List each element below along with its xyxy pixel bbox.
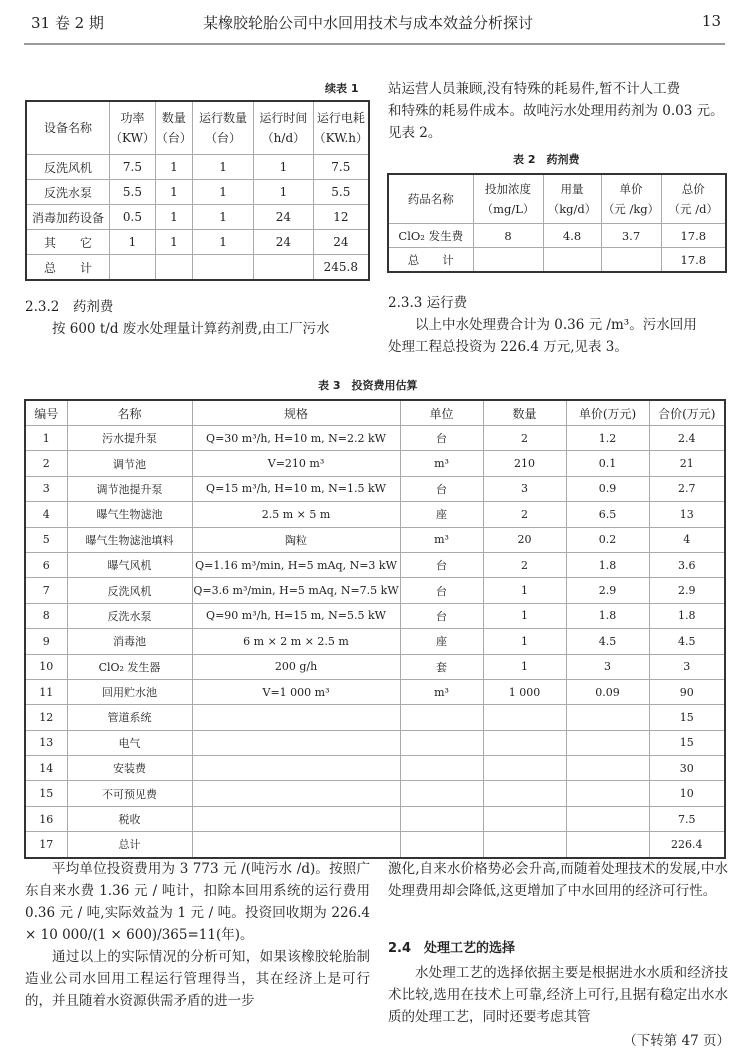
table3-cell: 15 xyxy=(25,781,67,806)
table3-cell: 210 xyxy=(483,451,566,476)
table3-cell: 13 xyxy=(25,730,67,755)
table1-cell: 7.5 xyxy=(313,155,369,180)
right-top-paragraph xyxy=(388,78,728,144)
table3-cell: 1.8 xyxy=(649,603,725,628)
table3-cell: 电气 xyxy=(67,730,192,755)
table3-cell: 4 xyxy=(649,527,725,552)
table1-cell: 反洗水泵 xyxy=(26,180,110,205)
header-line: （台） xyxy=(155,131,192,145)
table3-cell xyxy=(483,756,566,781)
table3-cell: 2.7 xyxy=(649,476,725,501)
journal-volume: 31 卷 2 期 xyxy=(31,14,104,32)
table2-header-cell xyxy=(473,174,543,224)
table2 xyxy=(387,173,727,273)
table3-cell: 3 xyxy=(566,654,649,679)
table-row xyxy=(388,224,726,248)
table2-header-cell xyxy=(388,174,473,224)
table3-cell: 台 xyxy=(400,426,483,451)
table3-cell: 回用贮水池 xyxy=(67,679,192,704)
table3-cell: 曝气风机 xyxy=(67,552,192,577)
table3-cell xyxy=(483,705,566,730)
table1-cell: 1 xyxy=(110,230,156,255)
header-line: （mg/L） xyxy=(481,202,535,216)
table1-cell: 1 xyxy=(254,155,314,180)
table1-cell: 24 xyxy=(254,230,314,255)
table3-cell: Q=3.6 m³/min, H=5 mAq, N=7.5 kW xyxy=(192,578,400,603)
table3-cell: 台 xyxy=(400,476,483,501)
table3-cell: Q=90 m³/h, H=15 m, N=5.5 kW xyxy=(192,603,400,628)
table3-cell: 2 xyxy=(483,552,566,577)
table3-header-cell: 单价(万元) xyxy=(566,400,649,426)
table3-cell: 0.2 xyxy=(566,527,649,552)
table2-cell: ClO₂ 发生费 xyxy=(388,224,473,248)
table-row xyxy=(26,230,369,255)
table3-cell xyxy=(566,756,649,781)
table3-cell: 90 xyxy=(649,679,725,704)
header-line: 运行电耗 xyxy=(316,111,365,125)
table3-header-cell: 单位 xyxy=(400,400,483,426)
table2-cell: 4.8 xyxy=(543,224,601,248)
table3-cell: 13 xyxy=(649,502,725,527)
table3-cell: 座 xyxy=(400,502,483,527)
table1-caption: 续表 1 xyxy=(325,82,359,95)
table1-cell: 0.5 xyxy=(110,205,156,230)
header-line: 运行时间 xyxy=(259,111,308,125)
table3-cell: 税收 xyxy=(67,806,192,831)
table3-cell: 6 xyxy=(25,552,67,577)
table3-cell: 总计 xyxy=(67,832,192,858)
table2-cell xyxy=(601,248,661,273)
table1-header-cell xyxy=(155,101,192,155)
table2-cell: 总 计 xyxy=(388,248,473,273)
header-line: 总价 xyxy=(681,182,705,196)
header-line: （元 /d） xyxy=(668,202,718,216)
table3-cell xyxy=(192,730,400,755)
table3-cell: V=210 m³ xyxy=(192,451,400,476)
table3-cell: 套 xyxy=(400,654,483,679)
table1-cell: 1 xyxy=(192,180,253,205)
table3-cell xyxy=(192,832,400,858)
header-line: 设备名称 xyxy=(44,121,93,135)
table3-cell: 2.9 xyxy=(566,578,649,603)
table3-cell: 台 xyxy=(400,603,483,628)
table1-cell: 5.5 xyxy=(110,180,156,205)
table3-cell: 调节池提升泵 xyxy=(67,476,192,501)
table3-cell xyxy=(400,781,483,806)
table3-cell: 2 xyxy=(483,426,566,451)
table3-cell: V=1 000 m³ xyxy=(192,679,400,704)
table3-cell: m³ xyxy=(400,451,483,476)
table3-cell: 10 xyxy=(25,654,67,679)
table-row xyxy=(25,756,725,781)
section-2-3-2-text: 按 600 t/d 废水处理量计算药剂费,由工厂污水 xyxy=(52,321,330,337)
table2-header-cell xyxy=(543,174,601,224)
section-2-3-3-line-1: 以上中水处理费合计为 0.36 元 /m³。污水回用 xyxy=(415,317,697,333)
table2-cell: 8 xyxy=(473,224,543,248)
table3-cell: 15 xyxy=(649,730,725,755)
table3-cell: 反洗水泵 xyxy=(67,603,192,628)
table1-cell: 5.5 xyxy=(313,180,369,205)
header-line: （台） xyxy=(205,131,242,145)
table3-cell: 2.4 xyxy=(649,426,725,451)
table3-cell: 226.4 xyxy=(649,832,725,858)
table1-header-cell xyxy=(254,101,314,155)
section-2-4-heading: 2.4 处理工艺的选择 xyxy=(388,941,516,956)
table1-cell: 消毒加药设备 xyxy=(26,205,110,230)
table3-cell xyxy=(400,705,483,730)
table3-cell: 16 xyxy=(25,806,67,831)
header-line: （h/d） xyxy=(261,131,306,145)
table3-cell: 2.5 m × 5 m xyxy=(192,502,400,527)
header-line: 药品名称 xyxy=(407,192,454,206)
table1-cell xyxy=(192,255,253,281)
table-row xyxy=(25,476,725,501)
table3-cell: 0.1 xyxy=(566,451,649,476)
table-row xyxy=(25,730,725,755)
bottom-right-paragraph-1: 激化,自来水价格势必会升高,而随着处理技术的发展,中水处理费用却会降低,这更增加了中水回用的经济可行性。 xyxy=(388,861,728,899)
header-line: （KW.h） xyxy=(313,131,368,145)
table3-cell xyxy=(483,730,566,755)
right-top-line-2: 和特殊的耗易件成本。故吨污水处理用药剂为 0.03 元。 xyxy=(388,103,724,119)
table3-cell: 陶粒 xyxy=(192,527,400,552)
table3-cell: m³ xyxy=(400,679,483,704)
table3-cell xyxy=(483,832,566,858)
table-row xyxy=(26,180,369,205)
table3-cell: 20 xyxy=(483,527,566,552)
table1-header-row xyxy=(26,101,369,155)
table3-header-cell: 数量 xyxy=(483,400,566,426)
table3-cell: 3 xyxy=(483,476,566,501)
table3-cell: 3 xyxy=(25,476,67,501)
table-row xyxy=(25,654,725,679)
table3-header-cell: 名称 xyxy=(67,400,192,426)
table1-cell: 1 xyxy=(254,180,314,205)
table1-cell: 1 xyxy=(155,180,192,205)
header-line: 运行数量 xyxy=(199,111,248,125)
table3-cell: 台 xyxy=(400,578,483,603)
table3-cell: 9 xyxy=(25,629,67,654)
table1-cell: 7.5 xyxy=(110,155,156,180)
table1-cell: 24 xyxy=(254,205,314,230)
table3-cell xyxy=(566,705,649,730)
table3-cell: 6 m × 2 m × 2.5 m xyxy=(192,629,400,654)
table2-header-cell xyxy=(601,174,661,224)
table1-cell: 12 xyxy=(313,205,369,230)
table-row xyxy=(25,451,725,476)
table2-header-row xyxy=(388,174,726,224)
table3-cell: 曝气生物滤池 xyxy=(67,502,192,527)
table3-cell: 2 xyxy=(25,451,67,476)
right-top-line-1: 站运营人员兼顾,没有特殊的耗易件,暂不计人工费 xyxy=(388,81,681,97)
table3-cell: 17 xyxy=(25,832,67,858)
table3-cell xyxy=(566,781,649,806)
bottom-left-paragraph-1: 平均单位投资费用为 3 773 元 /(吨污水 /d)。按照广东自来水费 1.36 元 / 吨计，扣除本回用系统的运行费用 0.36 元 / 吨,实际效益为 1 元 / 吨。投资回收期为 226.4 × 10 000/(1 × 600)/365=11(年)。 xyxy=(25,861,370,943)
table2-header-cell xyxy=(661,174,726,224)
continued-note: （下转第 47 页） xyxy=(623,1033,730,1049)
bottom-left-paragraph-2: 通过以上的实际情况的分析可知，如果该橡胶轮胎制造业公司水回用工程运行管理得当，其在经济上是可行的，并且随着水资源供需矛盾的进一步 xyxy=(25,949,370,1009)
table3-caption: 表 3 投资费用估算 xyxy=(318,379,418,392)
running-header xyxy=(25,0,725,40)
table3-cell: 15 xyxy=(649,705,725,730)
table3-cell: 1 xyxy=(483,654,566,679)
table3-cell: 消毒池 xyxy=(67,629,192,654)
table1-cell xyxy=(155,255,192,281)
right-top-line-3: 见表 2。 xyxy=(388,125,442,141)
table1-cell: 1 xyxy=(155,155,192,180)
table3-cell xyxy=(483,806,566,831)
table3-cell: Q=1.16 m³/min, H=5 mAq, N=3 kW xyxy=(192,552,400,577)
table2-cell: 3.7 xyxy=(601,224,661,248)
table-row xyxy=(25,832,725,858)
table-row xyxy=(26,205,369,230)
table2-cell xyxy=(543,248,601,273)
table1-cell: 1 xyxy=(192,205,253,230)
table1-cell: 1 xyxy=(155,205,192,230)
table-row xyxy=(25,603,725,628)
table3-cell: 1.8 xyxy=(566,552,649,577)
table3-cell: 10 xyxy=(649,781,725,806)
table3-cell xyxy=(192,756,400,781)
table1-header-cell xyxy=(192,101,253,155)
table3-cell xyxy=(400,756,483,781)
table1-cell: 反洗风机 xyxy=(26,155,110,180)
table3-cell: 4.5 xyxy=(566,629,649,654)
table1-cell: 1 xyxy=(192,230,253,255)
table-row xyxy=(25,527,725,552)
header-line: （元 /kg） xyxy=(602,202,660,216)
table3-cell: 1 xyxy=(25,426,67,451)
table3-cell: 座 xyxy=(400,629,483,654)
table1-cell: 245.8 xyxy=(313,255,369,281)
table3-cell: 1 xyxy=(483,603,566,628)
table-row xyxy=(25,578,725,603)
table3-cell: 14 xyxy=(25,756,67,781)
table-row xyxy=(25,502,725,527)
table-row xyxy=(25,629,725,654)
table3-cell: 安装费 xyxy=(67,756,192,781)
table2-caption: 表 2 药剂费 xyxy=(513,153,580,166)
table3-cell: Q=30 m³/h, H=10 m, N=2.2 kW xyxy=(192,426,400,451)
table3-cell: 7 xyxy=(25,578,67,603)
header-line: 单价 xyxy=(619,182,643,196)
page-number: 13 xyxy=(701,12,721,30)
table2-cell: 17.8 xyxy=(661,224,726,248)
table3-cell: 11 xyxy=(25,679,67,704)
table3-cell xyxy=(566,832,649,858)
table-row xyxy=(25,806,725,831)
table3-cell xyxy=(400,730,483,755)
table3-cell: 6.5 xyxy=(566,502,649,527)
table-row xyxy=(26,155,369,180)
table-row xyxy=(25,705,725,730)
header-line: 数量 xyxy=(161,111,186,125)
header-line: 用量 xyxy=(560,182,584,196)
table1-cell: 其 它 xyxy=(26,230,110,255)
table3 xyxy=(24,399,726,859)
table2-cell: 17.8 xyxy=(661,248,726,273)
table3-cell xyxy=(483,781,566,806)
section-2-3-3-line-2: 处理工程总投资为 226.4 万元,见表 3。 xyxy=(388,339,628,355)
table1-header-cell xyxy=(110,101,156,155)
table3-cell: 1.2 xyxy=(566,426,649,451)
table3-cell: 2.9 xyxy=(649,578,725,603)
section-2-3-2-heading: 2.3.2 药剂费 xyxy=(25,299,114,315)
table3-cell: Q=15 m³/h, H=10 m, N=1.5 kW xyxy=(192,476,400,501)
table3-cell: m³ xyxy=(400,527,483,552)
running-title: 某橡胶轮胎公司中水回用技术与成本效益分析探讨 xyxy=(203,14,534,32)
table1-header-cell xyxy=(313,101,369,155)
table3-cell xyxy=(400,806,483,831)
table3-cell: 污水提升泵 xyxy=(67,426,192,451)
table3-cell: 2 xyxy=(483,502,566,527)
table1-cell: 1 xyxy=(192,155,253,180)
table3-cell xyxy=(192,705,400,730)
table3-cell: 4 xyxy=(25,502,67,527)
header-line: （KW） xyxy=(110,131,155,145)
table3-cell: 3.6 xyxy=(649,552,725,577)
table1-cell: 1 xyxy=(155,230,192,255)
table3-cell: 12 xyxy=(25,705,67,730)
table3-cell: 1 xyxy=(483,629,566,654)
table-row xyxy=(25,426,725,451)
table3-cell xyxy=(192,781,400,806)
table3-cell: 1 xyxy=(483,578,566,603)
table-row xyxy=(26,255,369,281)
table1-cell: 总 计 xyxy=(26,255,110,281)
table3-cell: 曝气生物滤池填料 xyxy=(67,527,192,552)
table3-header-cell: 合价(万元) xyxy=(649,400,725,426)
header-line: （kg/d） xyxy=(547,202,597,216)
table3-cell: 200 g/h xyxy=(192,654,400,679)
table3-cell xyxy=(192,806,400,831)
table2-cell xyxy=(473,248,543,273)
table3-cell xyxy=(400,832,483,858)
table3-cell: 8 xyxy=(25,603,67,628)
table3-cell: 0.09 xyxy=(566,679,649,704)
table3-cell: ClO₂ 发生器 xyxy=(67,654,192,679)
header-line: 功率 xyxy=(120,111,145,125)
table3-cell: 管道系统 xyxy=(67,705,192,730)
table1-cell xyxy=(254,255,314,281)
table3-cell: 台 xyxy=(400,552,483,577)
table3-header-row xyxy=(25,400,725,426)
table3-cell: 1.8 xyxy=(566,603,649,628)
table3-cell: 不可预见费 xyxy=(67,781,192,806)
table3-cell: 4.5 xyxy=(649,629,725,654)
table1 xyxy=(25,100,370,281)
table1-header-cell xyxy=(26,101,110,155)
table3-cell xyxy=(566,806,649,831)
table-row xyxy=(25,679,725,704)
table3-cell xyxy=(566,730,649,755)
table3-cell: 0.9 xyxy=(566,476,649,501)
header-rule xyxy=(24,43,725,45)
table3-header-cell: 规格 xyxy=(192,400,400,426)
table3-cell: 3 xyxy=(649,654,725,679)
table3-cell: 1 000 xyxy=(483,679,566,704)
table1-cell: 24 xyxy=(313,230,369,255)
table3-cell: 21 xyxy=(649,451,725,476)
table3-cell: 7.5 xyxy=(649,806,725,831)
table3-cell: 30 xyxy=(649,756,725,781)
table3-cell: 调节池 xyxy=(67,451,192,476)
table3-cell: 反洗风机 xyxy=(67,578,192,603)
table-row xyxy=(25,552,725,577)
section-2-4-paragraph: 水处理工艺的选择依据主要是根据进水水质和经济技术比较,选用在技术上可靠,经济上可行,且据有稳定出水水质的处理工艺，同时还要考虑其管 xyxy=(388,965,728,1025)
table1-cell xyxy=(110,255,156,281)
table3-cell: 5 xyxy=(25,527,67,552)
header-line: 投加浓度 xyxy=(485,182,531,196)
table-row xyxy=(388,248,726,273)
table-row xyxy=(25,781,725,806)
table3-header-cell: 编号 xyxy=(25,400,67,426)
section-2-3-3-heading: 2.3.3 运行费 xyxy=(388,295,468,311)
